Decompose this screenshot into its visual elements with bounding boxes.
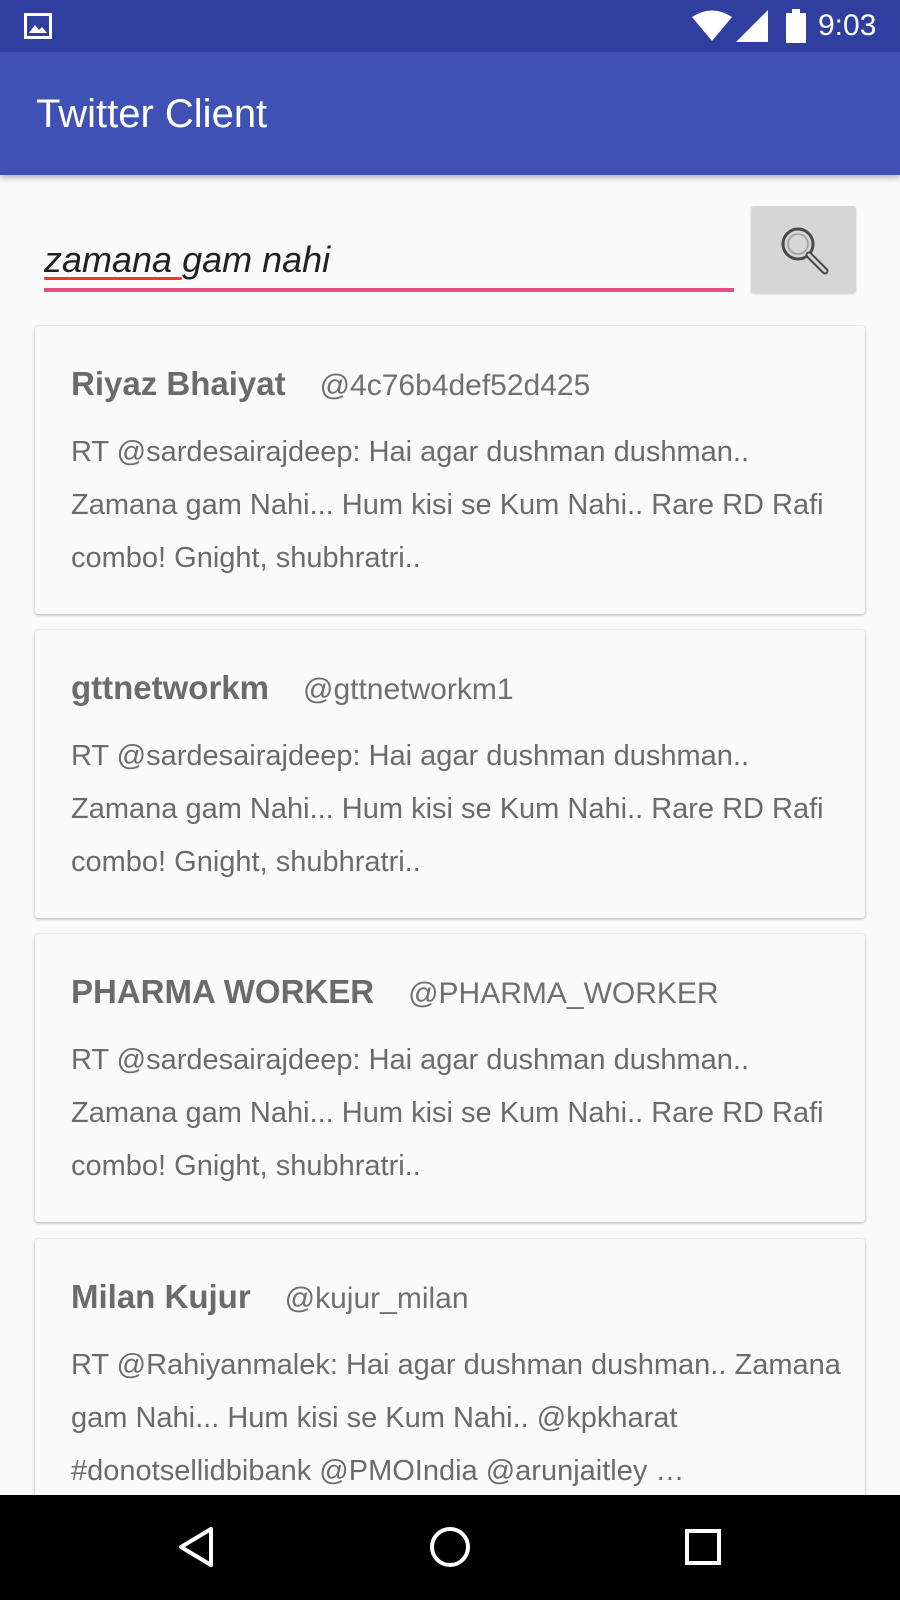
- tweet-text: RT @sardesairajdeep: Hai agar dushman dushman.. Zamana gam Nahi... Hum kisi se Kum Nahi.. Rare RD Rafi combo! Gnight, shubhratri..: [71, 740, 824, 878]
- tweet-author-name: PHARMA WORKER: [71, 973, 375, 1010]
- tweet-author-name: gttnetworkm: [71, 669, 269, 706]
- wifi-icon: [692, 10, 732, 42]
- tweet-card[interactable]: [35, 630, 865, 918]
- home-icon[interactable]: [426, 1523, 474, 1571]
- tweet-author-row: [71, 1277, 469, 1319]
- back-icon[interactable]: [173, 1523, 221, 1571]
- tweet-author-handle: @kujur_milan: [284, 1282, 469, 1315]
- search-button[interactable]: [751, 206, 856, 293]
- cell-signal-icon: [736, 10, 768, 42]
- search-row: [0, 175, 900, 315]
- tweet-text: RT @Rahiyanmalek: Hai agar dushman dushman.. Zamana gam Nahi... Hum kisi se Kum Nahi.. @kpkharat #donotsellidbibank @PMOIndia @arunjaitley …: [71, 1349, 841, 1487]
- battery-icon: [786, 9, 806, 43]
- search-icon: [776, 222, 832, 278]
- tweet-text: RT @sardesairajdeep: Hai agar dushman dushman.. Zamana gam Nahi... Hum kisi se Kum Nahi.. Rare RD Rafi combo! Gnight, shubhratri..: [71, 436, 824, 574]
- image-notification-icon: [24, 13, 52, 39]
- tweet-author-row: [71, 972, 719, 1014]
- status-clock: 9:03: [818, 9, 877, 42]
- tweet-author-name: Milan Kujur: [71, 1278, 251, 1315]
- spellcheck-underline: [44, 277, 182, 280]
- search-input-underline: [44, 288, 734, 292]
- app-bar: [0, 52, 900, 175]
- tweet-card[interactable]: [35, 326, 865, 614]
- tweet-author-row: [71, 364, 590, 406]
- tweet-author-handle: @gttnetworkm1: [303, 673, 514, 706]
- tweet-author-row: [71, 668, 514, 710]
- tweet-author-name: Riyaz Bhaiyat: [71, 365, 286, 402]
- tweet-text: RT @sardesairajdeep: Hai agar dushman dushman.. Zamana gam Nahi... Hum kisi se Kum Nahi.. Rare RD Rafi combo! Gnight, shubhratri..: [71, 1044, 824, 1182]
- tweet-card[interactable]: [35, 1239, 865, 1495]
- navigation-bar: [0, 1495, 900, 1600]
- app-title: Twitter Client: [36, 92, 268, 136]
- recents-icon[interactable]: [679, 1523, 727, 1571]
- tweet-list[interactable]: [0, 325, 900, 1495]
- tweet-card[interactable]: [35, 934, 865, 1222]
- tweet-author-handle: @PHARMA_WORKER: [408, 977, 719, 1010]
- tweet-author-handle: @4c76b4def52d425: [319, 369, 591, 402]
- status-bar: [0, 0, 900, 52]
